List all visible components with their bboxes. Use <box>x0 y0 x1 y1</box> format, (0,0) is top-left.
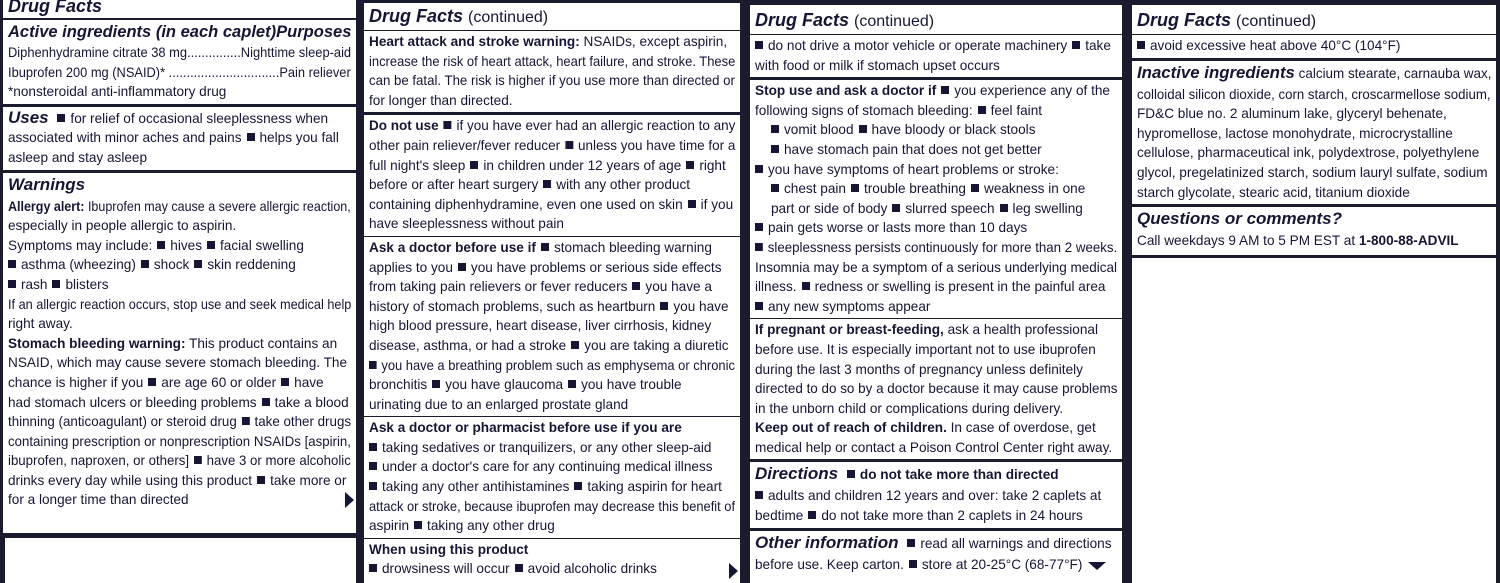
ask-pharmacist-heading: Ask a doctor or pharmacist before use if you are <box>369 420 682 436</box>
other-line-1: read all warnings and directions <box>920 535 1112 551</box>
inactive-line-6: glycol, pregelatinized starch, sodium lauryl sulfate, sodium <box>1137 164 1488 180</box>
inactive-line-1: calcium stearate, carnauba wax, <box>1298 65 1492 81</box>
askdoc-line-4b: you have <box>673 298 729 314</box>
inactive-line-3: FD&C blue no. 2 aluminum lake, glyceryl behenate, <box>1137 106 1447 122</box>
purpose-1: Nighttime sleep-aid <box>240 45 352 60</box>
askdoc-line-9: urinating due to an enlarged prostate gland <box>369 396 629 412</box>
uses-line-2b: helps you fall <box>259 130 339 146</box>
askdoc-line-2b: you have problems or serious side effects <box>470 259 722 275</box>
symptom-rash: rash <box>21 276 48 292</box>
bullet-icon <box>247 133 255 141</box>
stop-line-6b: trouble breathing <box>863 181 966 197</box>
askdoc-line-7: you have a breathing problem such as emphysema or chronic <box>381 357 735 373</box>
whenusing-line-1b: avoid alcoholic drinks <box>527 561 657 577</box>
askpharm-line-3b: taking aspirin for heart <box>587 479 722 495</box>
heart-warning-label: Heart attack and stroke warning: <box>369 34 580 49</box>
symptom-blisters: blisters <box>65 276 109 292</box>
phone-number: 1-800-88-ADVIL <box>1358 233 1459 249</box>
continued-label: (continued) <box>854 13 935 30</box>
directions-line-3b: do not take more than 2 caplets in 24 hours <box>821 508 1083 524</box>
stop-line-4: have stomach pain that does not get better <box>784 141 1042 157</box>
pregnancy-label: If pregnant or breast-feeding, <box>755 322 944 338</box>
drug-facts-header <box>3 0 356 20</box>
warnings-line-1: Ibuprofen may cause a severe allergic reaction, <box>87 198 351 214</box>
ask-doctor-heading: Ask a doctor before use if <box>369 239 536 255</box>
questions-line-1: Call weekdays 9 AM to 5 PM EST at <box>1137 233 1356 249</box>
preg-line-5: in the unborn child or complications during delivery. <box>755 400 1064 416</box>
heart-line-4: for longer than directed. <box>369 92 513 108</box>
directions-section <box>750 462 1122 530</box>
inactive-line-4: hypromellose, lactose monohydrate, microcrystalline <box>1137 125 1453 141</box>
continued-arrow-right-icon <box>729 563 738 579</box>
askdoc-line-5: high blood pressure, heart disease, liver cirrhosis, kidney <box>369 318 712 334</box>
askdoc-line-6a: disease, asthma, or had a stroke <box>369 337 567 353</box>
do-not-use-section <box>364 115 740 237</box>
symptom-shock: shock <box>153 257 190 273</box>
other-information-heading: Other information <box>755 532 899 552</box>
askdoc-line-8b: you have glaucoma <box>445 377 564 393</box>
ask-doctor-section <box>364 237 740 417</box>
whenusing-line-1a: drowsiness will occur <box>382 561 510 577</box>
purposes-heading: Purposes <box>276 22 352 41</box>
warnings-line-11b: take a blood <box>274 394 349 410</box>
top-line-2: with food or milk if stomach upset occurs <box>755 57 1000 73</box>
column-4-panel <box>1132 5 1496 583</box>
warnings-line-10c: have <box>294 374 324 390</box>
uses-heading: Uses <box>8 107 49 127</box>
column-1-panel <box>3 0 356 533</box>
ingredient-row-2 <box>8 63 351 83</box>
symptom-skin-reddening: skin reddening <box>207 257 296 273</box>
stop-line-11a: illness. <box>755 279 797 295</box>
stop-line-3a: vomit blood <box>784 122 854 138</box>
askpharm-line-5b: taking any other drug <box>427 518 555 534</box>
active-ingredients-section <box>3 20 356 107</box>
ingredient-2: Ibuprofen 200 mg (NSAID)* <box>8 64 166 80</box>
warnings-line-12a: thinning (anticoagulant) or steroid drug <box>8 414 237 430</box>
stop-line-8: pain gets worse or lasts more than 10 days <box>768 220 1028 236</box>
warnings-line-12b: take other drugs <box>254 414 352 430</box>
askpharm-line-4: attack or stroke, because ibuprofen may decrease this benefit of <box>369 498 736 514</box>
stop-line-9: sleeplessness persists continuously for more than 2 weeks. <box>767 239 1118 255</box>
stop-line-2b: feel faint <box>990 102 1043 118</box>
uses-section <box>3 107 356 173</box>
stop-line-10: Insomnia may be a symptom of a serious underlying medical <box>755 259 1118 275</box>
donot-line-5a: containing diphenhydramine, even one used on skin <box>369 196 683 212</box>
continued-label: (continued) <box>468 9 549 26</box>
top-line-1a: do not drive a motor vehicle or operate machinery <box>768 38 1068 53</box>
donot-line-4a: before or after heart surgery <box>369 177 539 193</box>
when-using-section <box>364 539 740 581</box>
stomach-bleeding-label: Stomach bleeding warning: <box>8 335 186 351</box>
column-4 <box>1126 0 1500 583</box>
askdoc-line-6b: you are taking a diuretic <box>584 337 729 353</box>
drug-facts-title: Drug Facts <box>755 10 850 30</box>
top-line-1b: take <box>1085 38 1111 53</box>
purpose-2: Pain reliever <box>279 64 351 80</box>
inactive-line-2: colloidal silicon dioxide, corn starch, croscarmellose sodium, <box>1137 86 1491 102</box>
stop-line-3b: have bloody or black stools <box>871 122 1036 138</box>
warnings-line-10b: are age 60 or older <box>161 374 277 390</box>
heart-line-3: can be fatal. The risk is higher if you use more than directed or <box>369 73 735 89</box>
stop-line-6a: chest pain <box>784 181 846 197</box>
warnings-line-16: for a longer time than directed <box>8 492 189 508</box>
nsaid-footnote: *nonsteroidal anti-inflammatory drug <box>8 84 227 100</box>
inactive-ingredients-section <box>1132 61 1496 208</box>
preg-line-4: directed to do so by a doctor because it may cause problems <box>755 381 1118 397</box>
warnings-line-7: right away. <box>8 316 73 332</box>
drug-facts-title: Drug Facts <box>1137 10 1232 30</box>
warnings-line-14b: have 3 or more alcoholic <box>206 453 351 469</box>
continued-label: (continued) <box>1236 13 1317 30</box>
other-line-2a: before use. Keep carton. <box>755 556 904 572</box>
drug-facts-title: Drug Facts <box>8 0 103 16</box>
stop-line-7a: part or side of body <box>771 200 888 216</box>
other-line-2b: store at 20-25°C (68-77°F) <box>921 556 1083 572</box>
column-1 <box>0 0 360 583</box>
drug-facts-continued-header <box>750 5 1122 35</box>
pregnancy-section <box>750 319 1122 462</box>
askdoc-line-1: stomach bleeding warning <box>553 239 712 255</box>
warnings-line-3a: Symptoms may include: <box>8 237 153 253</box>
stop-use-heading: Stop use and ask a doctor if <box>755 83 937 99</box>
other-information-section <box>750 531 1122 577</box>
preg-line-1: ask a health professional <box>947 322 1098 338</box>
stop-use-section <box>750 80 1122 319</box>
warnings-line-6: If an allergic reaction occurs, stop use and seek medical help <box>8 296 352 312</box>
heart-line-1: NSAIDs, except aspirin, <box>583 34 728 49</box>
donot-line-2b: unless you have time for a <box>578 137 736 153</box>
when-using-heading: When using this product <box>369 541 529 557</box>
stop-line-2a: following signs of stomach bleeding: <box>755 102 973 118</box>
drug-facts-title: Drug Facts <box>369 6 464 26</box>
warnings-continued-section <box>750 35 1122 80</box>
stop-line-11b: redness or swelling is present in the painful area <box>814 279 1106 295</box>
directions-line-2: adults and children 12 years and over: take 2 caplets at <box>768 488 1102 504</box>
warnings-heading: Warnings <box>8 174 86 194</box>
donot-line-5b: if you <box>700 196 734 212</box>
donot-line-1: if you have ever had an allergic reaction to any <box>456 118 736 134</box>
warnings-line-9: NSAID, which may cause severe stomach bleeding. The <box>8 355 348 371</box>
donot-line-3a: full night's sleep <box>369 157 466 173</box>
allergy-alert-label: Allergy alert: <box>8 198 85 214</box>
warnings-section <box>3 173 356 513</box>
askpharm-line-3a: taking any other antihistamines <box>382 479 570 495</box>
stop-line-6c: weakness in one <box>984 181 1086 197</box>
symptom-hives: hives <box>170 237 203 253</box>
stop-line-7b: slurred speech <box>905 200 995 216</box>
bullet-icon <box>57 114 65 122</box>
stop-line-7c: leg swelling <box>1012 200 1083 216</box>
questions-heading: Questions or comments? <box>1137 209 1342 229</box>
ingredient-dots-2: ............................... <box>168 64 280 80</box>
column-2-panel <box>364 3 740 583</box>
askdoc-line-2a: applies to you <box>369 259 453 275</box>
directions-line-1: do not take more than directed <box>859 467 1059 483</box>
askdoc-line-8c: you have trouble <box>581 377 682 393</box>
directions-heading: Directions <box>755 464 839 484</box>
symptom-asthma: asthma (wheezing) <box>21 257 136 273</box>
keep-out-of-reach-label: Keep out of reach of children. <box>755 420 947 436</box>
askpharm-line-2: under a doctor's care for any continuing medical illness <box>382 459 713 475</box>
column-3 <box>744 0 1126 583</box>
uses-line-2a: associated with minor aches and pains <box>8 130 242 146</box>
drug-facts-continued-header <box>1132 5 1496 35</box>
column-1-bottom-blank <box>5 538 356 583</box>
preg-line-6: In case of overdose, get <box>950 420 1096 436</box>
warnings-line-13: containing prescription or nonprescription NSAIDs [aspirin, <box>8 433 351 449</box>
warnings-line-15a: drinks every day while using this product <box>8 472 253 488</box>
inactive-ingredients-heading: Inactive ingredients <box>1137 62 1295 82</box>
warnings-line-10a: chance is higher if you <box>8 374 144 390</box>
warnings-line-8: This product contains an <box>189 335 338 351</box>
ingredient-dots-1: ............... <box>187 45 241 60</box>
askpharm-line-5a: aspirin <box>369 518 410 534</box>
ingredient-row-1 <box>8 43 352 63</box>
ask-pharmacist-section <box>364 417 740 539</box>
preg-line-3: during the last 3 months of pregnancy unless definitely <box>755 361 1083 377</box>
symptom-facial-swelling: facial swelling <box>220 237 304 253</box>
askdoc-line-3b: you have a <box>645 279 712 295</box>
donot-line-2a: other pain reliever/fever reducer <box>369 137 561 153</box>
askdoc-line-4a: history of stomach problems, such as heartburn <box>369 298 656 314</box>
donot-line-3c: right <box>699 157 726 173</box>
donot-line-4b: with any other product <box>556 177 691 193</box>
heart-attack-warning-section <box>364 31 740 115</box>
inactive-line-7: starch glycolate, stearic acid, titanium dioxide <box>1137 184 1410 200</box>
drug-facts-continued-header <box>364 3 740 31</box>
warnings-line-2: especially in people allergic to aspirin. <box>8 218 237 234</box>
heat-line-1: avoid excessive heat above 40°C (104°F) <box>1150 38 1401 53</box>
preg-line-7: medical help or contact a Poison Control Center right away. <box>755 439 1113 455</box>
askdoc-line-3a: from taking pain relievers or fever reducers <box>369 279 628 295</box>
continued-arrow-right-icon <box>345 492 354 508</box>
directions-line-3a: bedtime <box>755 508 804 524</box>
continued-arrow-down-icon <box>1088 562 1106 570</box>
donot-line-6: have sleeplessness without pain <box>369 216 564 232</box>
warnings-line-14a: ibuprofen, naproxen, or others] <box>8 453 190 469</box>
warnings-line-15b: take more or <box>270 472 347 488</box>
stop-line-12: any new symptoms appear <box>768 298 931 314</box>
preg-line-2: before use. It is especially important not to use ibuprofen <box>755 341 1096 357</box>
askdoc-line-8a: bronchitis <box>369 377 428 393</box>
column-3-panel <box>750 5 1122 583</box>
heart-line-2: increase the risk of heart attack, heart failure, and stroke. These <box>369 53 736 69</box>
warnings-line-11a: had stomach ulcers or bleeding problems <box>8 394 257 410</box>
heat-warning-section <box>1132 35 1496 61</box>
do-not-use-heading: Do not use <box>369 118 439 134</box>
askpharm-line-1: taking sedatives or tranquilizers, or any other sleep-aid <box>382 439 712 455</box>
column-2 <box>360 0 744 583</box>
uses-line-1: for relief of occasional sleeplessness when <box>70 110 329 126</box>
stop-line-5: you have symptoms of heart problems or stroke: <box>768 161 1059 177</box>
ingredient-1: Diphenhydramine citrate 38 mg <box>8 45 188 60</box>
donot-line-3b: in children under 12 years of age <box>483 157 682 173</box>
questions-section <box>1132 207 1496 258</box>
stop-line-1: you experience any of the <box>954 83 1110 99</box>
uses-line-3: asleep and stay asleep <box>8 149 148 165</box>
inactive-line-5: cellulose, pharmaceutical ink, polydextrose, polyethylene <box>1137 145 1480 161</box>
active-ingredients-heading: Active ingredients (in each caplet) <box>8 22 277 41</box>
active-ingredients-heading-row <box>8 21 352 43</box>
